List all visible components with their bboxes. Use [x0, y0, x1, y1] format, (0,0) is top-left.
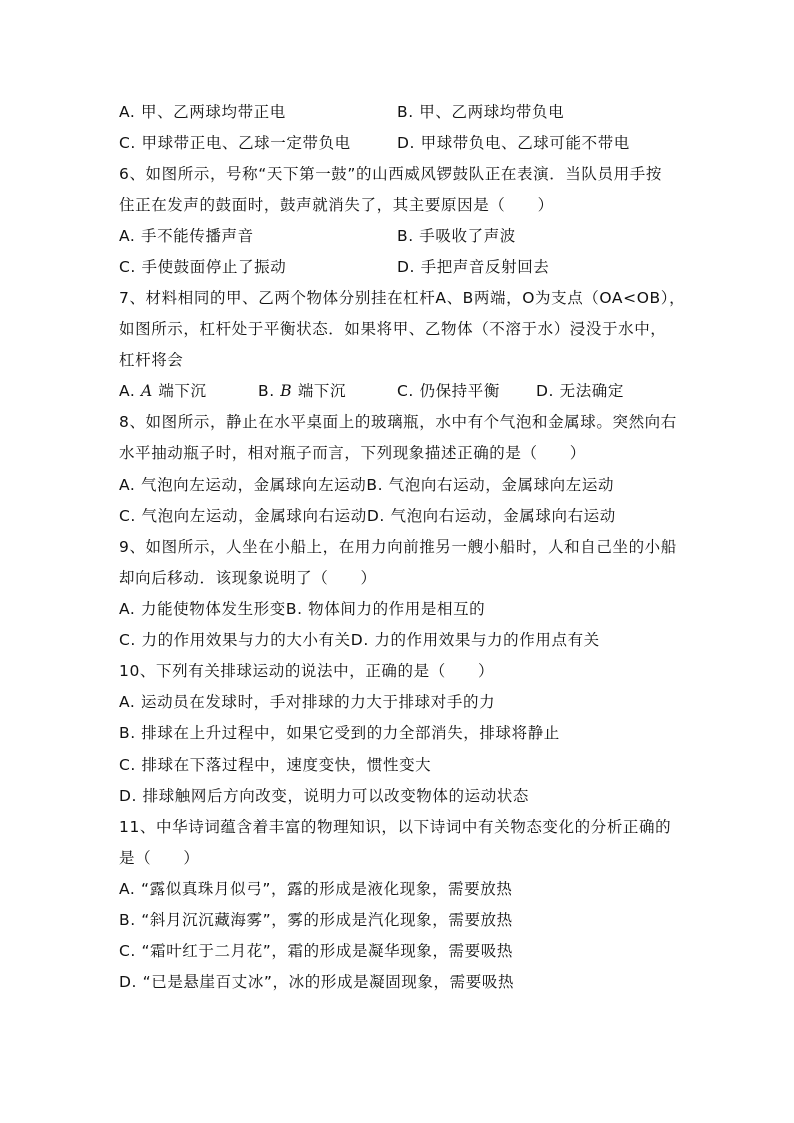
q7-stem-line-3: 杠杆将会 — [119, 351, 184, 369]
q7-option-a — [119, 381, 207, 401]
q7-option-a-letter: A — [141, 382, 153, 400]
q8-options-ab: A. 气泡向左运动，金属球向左运动B. 气泡向右运动，金属球向左运动 — [119, 476, 615, 494]
q11-stem-line-1: 11、中华诗词蕴含着丰富的物理知识，以下诗词中有关物态变化的分析正确的 — [119, 818, 672, 836]
q6-option-c: C. 手使鼓面停止了振动 — [119, 258, 287, 276]
q5-option-c: C. 甲球带正电、乙球一定带负电 — [119, 134, 351, 152]
q7-option-b-letter: B — [280, 382, 293, 400]
q9-options-cd: C. 力的作用效果与力的大小有关D. 力的作用效果与力的作用点有关 — [119, 631, 600, 649]
q7-option-b — [258, 381, 346, 401]
q5-option-a: A. 甲、乙两球均带正电 — [119, 103, 286, 121]
q10-option-a: A. 运动员在发球时，手对排球的力大于排球对手的力 — [119, 693, 496, 711]
q9-stem-line-2: 却向后移动．该现象说明了（ ） — [119, 569, 377, 587]
q7-option-b-prefix: B. — [258, 382, 281, 400]
q6-option-b: B. 手吸收了声波 — [397, 227, 516, 245]
q7-option-a-suffix: 端下沉 — [152, 382, 207, 400]
q10-stem: 10、下列有关排球运动的说法中，正确的是（ ） — [119, 662, 495, 680]
q7-option-a-prefix: A. — [119, 382, 141, 400]
q8-stem-line-1: 8、如图所示，静止在水平桌面上的玻璃瓶，水中有个气泡和金属球。突然向右 — [119, 413, 677, 431]
q6-stem-line-1: 6、如图所示，号称“天下第一鼓”的山西威风锣鼓队正在表演．当队员用手按 — [119, 165, 662, 183]
q10-option-d: D. 排球触网后方向改变，说明力可以改变物体的运动状态 — [119, 787, 529, 805]
q9-stem-line-1: 9、如图所示，人坐在小船上，在用力向前推另一艘小船时，人和自己坐的小船 — [119, 538, 677, 556]
q5-option-d: D. 甲球带负电、乙球可能不带电 — [397, 134, 630, 152]
q11-option-b: B. “斜月沉沉藏海雾”，雾的形成是汽化现象，需要放热 — [119, 911, 513, 929]
q10-option-c: C. 排球在下落过程中，速度变快，惯性变大 — [119, 756, 432, 774]
q9-options-ab: A. 力能使物体发生形变B. 物体间力的作用是相互的 — [119, 600, 486, 618]
q7-stem-line-2: 如图所示，杠杆处于平衡状态．如果将甲、乙物体（不溶于水）浸没于水中， — [119, 320, 667, 338]
q5-option-b: B. 甲、乙两球均带负电 — [397, 103, 565, 121]
q6-stem-line-2: 住正在发声的鼓面时，鼓声就消失了，其主要原因是（ ） — [119, 196, 554, 214]
q11-option-d: D. “已是悬崖百丈冰”，冰的形成是凝固现象，需要吸热 — [119, 973, 515, 991]
q11-option-c: C. “霜叶红于二月花”，霜的形成是凝华现象，需要吸热 — [119, 942, 513, 960]
q10-option-b: B. 排球在上升过程中，如果它受到的力全部消失，排球将静止 — [119, 724, 560, 742]
q11-stem-line-2: 是（ ） — [119, 849, 200, 867]
q7-option-d: D. 无法确定 — [536, 382, 624, 400]
q6-option-d: D. 手把声音反射回去 — [397, 258, 550, 276]
q8-options-cd: C. 气泡向左运动，金属球向右运动D. 气泡向右运动，金属球向右运动 — [119, 507, 616, 525]
q6-option-a: A. 手不能传播声音 — [119, 227, 254, 245]
q8-stem-line-2: 水平抽动瓶子时，相对瓶子而言，下列现象描述正确的是（ ） — [119, 444, 586, 462]
q7-option-c: C. 仍保持平衡 — [397, 382, 500, 400]
q7-stem-line-1: 7、材料相同的甲、乙两个物体分别挂在杠杆A、B两端，O为支点（OA<OB）， — [119, 289, 686, 307]
q11-option-a: A. “露似真珠月似弓”，露的形成是液化现象，需要放热 — [119, 880, 513, 898]
q7-option-b-suffix: 端下沉 — [292, 382, 347, 400]
